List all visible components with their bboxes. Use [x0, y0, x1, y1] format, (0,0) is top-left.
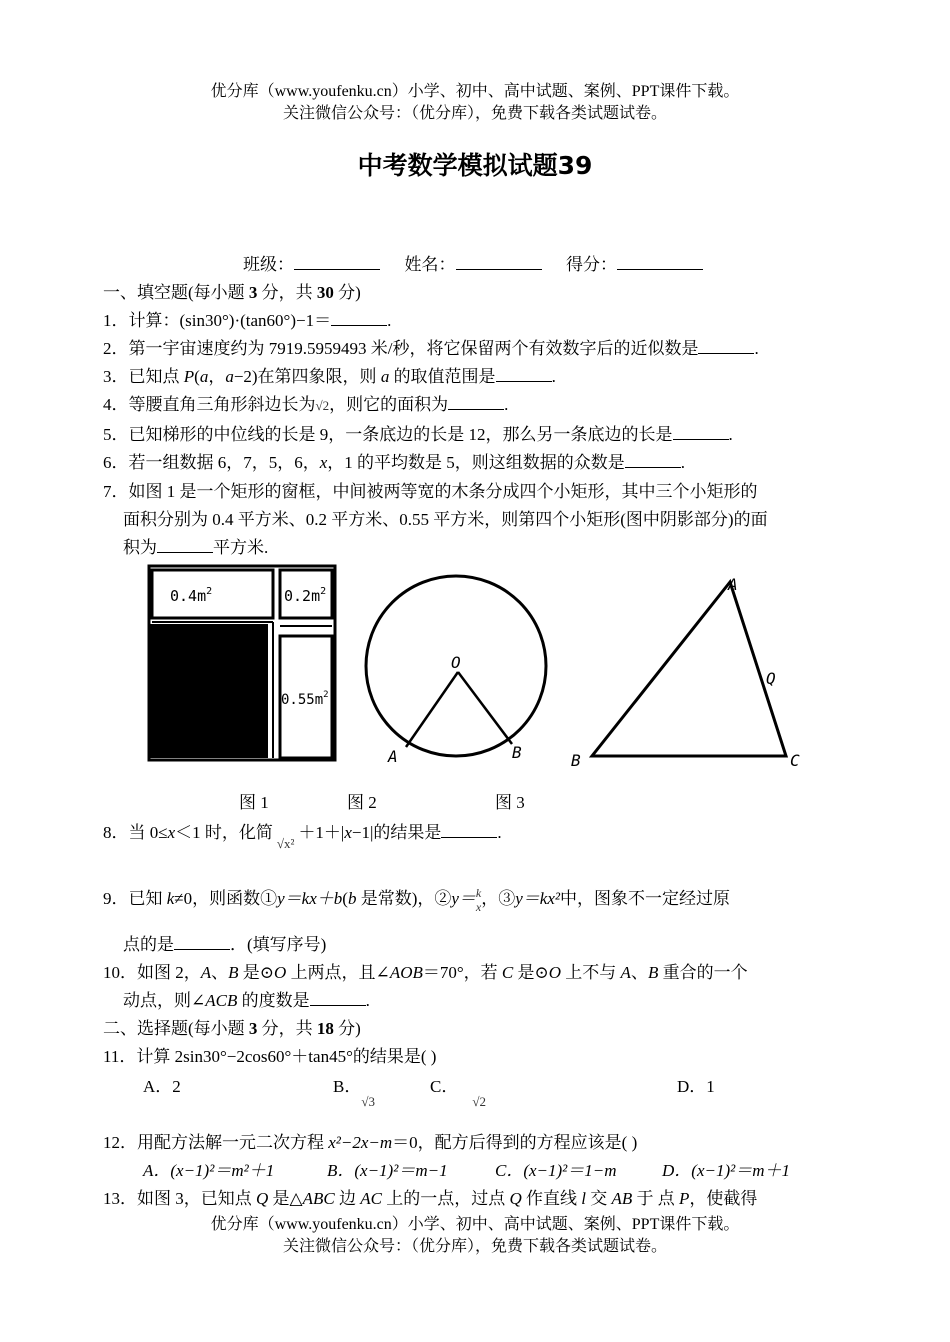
answer-blank[interactable] [448, 395, 504, 410]
sqrt-x-squared: √x² [276, 836, 295, 852]
point-a-label: A [388, 747, 398, 766]
segment-oa [406, 672, 458, 747]
q11-option-a[interactable]: A．2 [143, 1077, 181, 1096]
point-b-label: B [512, 743, 522, 762]
answer-blank[interactable] [174, 935, 230, 950]
shaded-rect [150, 624, 268, 758]
name-label: 姓名： [404, 255, 456, 274]
question-4: 4．等腰直角三角形斜边长为√2，则它的面积为 . [103, 395, 509, 414]
header-line-2: 关注微信公众号：（优分库），免费下载各类试题试卷。 [282, 105, 667, 122]
q12-option-c[interactable]: C．(x−1)²＝1−m [495, 1161, 617, 1180]
name-blank[interactable] [456, 255, 542, 270]
header-line-1: 优分库（www.youfenku.cn）小学、初中、高中试题、案例、PPT课件下载。 [210, 83, 740, 100]
question-2: 2．第一宇宙速度约为 7919.5959493 米/秒，将它保留两个有效数字后的近似数是 . [103, 339, 759, 358]
score-blank[interactable] [617, 255, 703, 270]
answer-blank[interactable] [698, 339, 754, 354]
answer-blank[interactable] [310, 991, 366, 1006]
triangle-abc [592, 582, 786, 756]
figure-1-caption: 图 1 [239, 793, 269, 812]
figure-1-window [149, 566, 335, 760]
answer-blank[interactable] [625, 453, 681, 468]
sqrt-3: √3 [361, 1094, 375, 1110]
point-o-label: O [451, 653, 461, 672]
question-5: 5．已知梯形的中位线的长是 9，一条底边的长是 12，那么另一条底边的长是 . [103, 425, 733, 444]
answer-blank[interactable] [673, 425, 729, 440]
score-label: 得分： [566, 255, 617, 274]
q11-option-d[interactable]: D．1 [677, 1077, 715, 1096]
question-9-line-2: 点的是 ．(填写序号) [123, 935, 327, 954]
q12-option-a[interactable]: A．(x−1)²＝m²＋1 [143, 1161, 275, 1180]
question-7-line-3: 积为 平方米. [123, 538, 269, 557]
question-13-line-1: 13．如图 3，已知点 Q 是△ABC 边 AC 上的一点，过点 Q 作直线 l 交 AB 于 点 P，使截得 [103, 1189, 758, 1208]
answer-blank[interactable] [496, 367, 552, 382]
footer-line-1: 优分库（www.youfenku.cn）小学、初中、高中试题、案例、PPT课件下载。 [210, 1216, 740, 1233]
answer-blank[interactable] [331, 311, 387, 326]
page-title: 中考数学模拟试题39 [357, 151, 593, 180]
point-a-label: A [728, 575, 738, 594]
figure-3-caption: 图 3 [495, 793, 525, 812]
q11-option-c[interactable]: C．√2 [430, 1077, 486, 1110]
question-9-line-1: 9．已知 k≠0，则函数①y＝kx＋b(b 是常数)，②y＝ k x ，③y＝kx²中，图象不一定经过原 [103, 886, 730, 915]
footer-line-2: 关注微信公众号：（优分库），免费下载各类试题试卷。 [282, 1238, 667, 1255]
section-1-heading: 一、填空题(每小题 3 分，共 30 分) [103, 283, 361, 302]
question-10-line-2: 动点，则∠ACB 的度数是 . [123, 991, 370, 1010]
question-7-line-1: 7．如图 1 是一个矩形的窗框，中间被两等宽的木条分成四个小矩形，其中三个小矩形的 [103, 482, 758, 501]
label-0.4: $0.4m^2$ [170, 586, 213, 605]
question-12-stem: 12．用配方法解一元二次方程 x²−2x−m＝0，配方后得到的方程应该是( ) [103, 1133, 638, 1152]
question-3: 3．已知点 P(a，a−2)在第四象限，则 a 的取值范围是 . [103, 367, 556, 386]
figures-row [140, 560, 830, 780]
figure-3-triangle [571, 575, 800, 770]
question-6: 6．若一组数据 6，7，5，6，x，1 的平均数是 5，则这组数据的众数是 . [103, 453, 686, 472]
q12-option-b[interactable]: B．(x−1)²＝m−1 [327, 1161, 448, 1180]
point-b-label: B [571, 751, 581, 770]
class-label: 班级： [243, 255, 294, 274]
label-0.2: $0.2m^2$ [284, 586, 327, 605]
q11-option-b[interactable]: B．√3 [333, 1077, 375, 1110]
sqrt-2: √2 [472, 1094, 486, 1110]
q12-option-d[interactable]: D．(x−1)²＝m＋1 [662, 1161, 790, 1180]
label-0.55: $0.55m^2$ [281, 690, 329, 708]
point-q-label: Q [766, 669, 776, 688]
figure-2-circle [366, 576, 546, 766]
segment-ob [458, 672, 512, 744]
answer-blank[interactable] [441, 823, 497, 838]
info-line [243, 250, 703, 275]
question-8: 8．当 0≤x＜1 时，化简√x²＋1＋|x−1|的结果是 . [103, 823, 502, 852]
question-7-line-2: 面积分别为 0.4 平方米、0.2 平方米、0.55 平方米，则第四个小矩形(图中阴影部分)的面 [123, 510, 768, 529]
question-1: 1．计算：(sin30°)·(tan60°)−1＝ . [103, 311, 392, 330]
question-10-line-1: 10．如图 2，A、B 是⊙O 上两点，且∠AOB＝70°，若 C 是⊙O 上不与 A、B 重合的一个 [103, 963, 748, 982]
question-11-stem: 11．计算 2sin30°−2cos60°＋tan45°的结果是( ) [103, 1047, 437, 1066]
fraction-k-over-x: k x [475, 886, 482, 915]
figure-2-caption: 图 2 [347, 793, 377, 812]
class-blank[interactable] [294, 255, 380, 270]
answer-blank[interactable] [157, 538, 213, 553]
point-c-label: C [790, 751, 800, 770]
sqrt-2: √2 [315, 398, 330, 414]
section-2-heading: 二、选择题(每小题 3 分，共 18 分) [103, 1019, 361, 1038]
